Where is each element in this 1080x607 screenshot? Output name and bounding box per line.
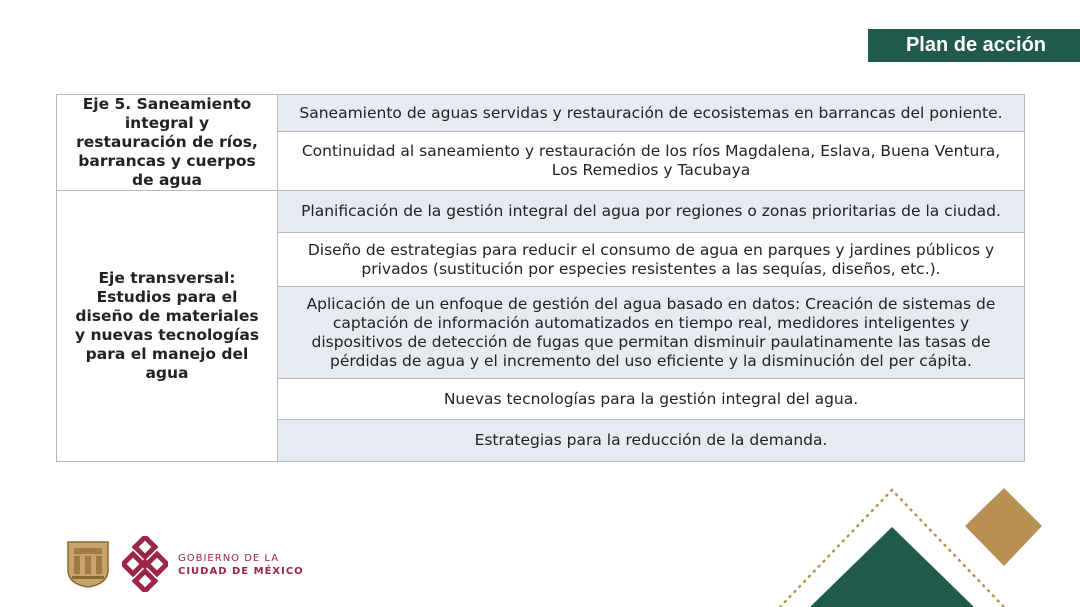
axis-title-eje-5: Eje 5. Saneamiento integral y restauración de ríos, barrancas y cuerpos de agua bbox=[57, 95, 278, 191]
action-cell: Estrategias para la reducción de la demanda. bbox=[278, 420, 1025, 462]
action-cell: Aplicación de un enfoque de gestión del agua basado en datos: Creación de sistemas de captación de información automatizados en tiempo real, medidores inteligentes y dispositivos de detección de fugas que permitan disminuir paulatinamente las tasas de pérdidas de agua y el incremento del uso eficiente y la disminución del per cápita. bbox=[278, 287, 1025, 379]
action-plan-table bbox=[56, 94, 1025, 462]
action-cell: Saneamiento de aguas servidas y restauración de ecosistemas en barrancas del poniente. bbox=[278, 95, 1025, 132]
gov-line-2: CIUDAD DE MÉXICO bbox=[178, 566, 304, 577]
gov-line-1: GOBIERNO DE LA bbox=[178, 553, 280, 564]
gov-wordmark bbox=[178, 552, 348, 578]
badge-label: Plan de acción bbox=[905, 34, 1047, 56]
gold-diamond bbox=[965, 488, 1042, 566]
table-row bbox=[57, 95, 1025, 132]
action-cell: Nuevas tecnologías para la gestión integral del agua. bbox=[278, 379, 1025, 420]
action-cell: Diseño de estrategias para reducir el consumo de agua en parques y jardines públicos y privados (sustitución por especies resistentes a las sequías, diseños, etc.). bbox=[278, 233, 1025, 287]
table-row bbox=[57, 191, 1025, 233]
cdmx-mark-icon bbox=[122, 536, 168, 592]
axis-title-eje-transversal: Eje transversal: Estudios para el diseño de materiales y nuevas tecnologías para el manejo del agua bbox=[57, 191, 278, 462]
green-triangle bbox=[810, 527, 974, 607]
plan-de-accion-badge bbox=[868, 29, 1080, 62]
cdmx-shield-icon bbox=[66, 540, 110, 588]
action-cell: Continuidad al saneamiento y restauración de los ríos Magdalena, Eslava, Buena Ventura, Los Remedios y Tacubaya bbox=[278, 132, 1025, 191]
decorative-triangles bbox=[770, 480, 1080, 607]
action-cell: Planificación de la gestión integral del agua por regiones o zonas prioritarias de la ciudad. bbox=[278, 191, 1025, 233]
